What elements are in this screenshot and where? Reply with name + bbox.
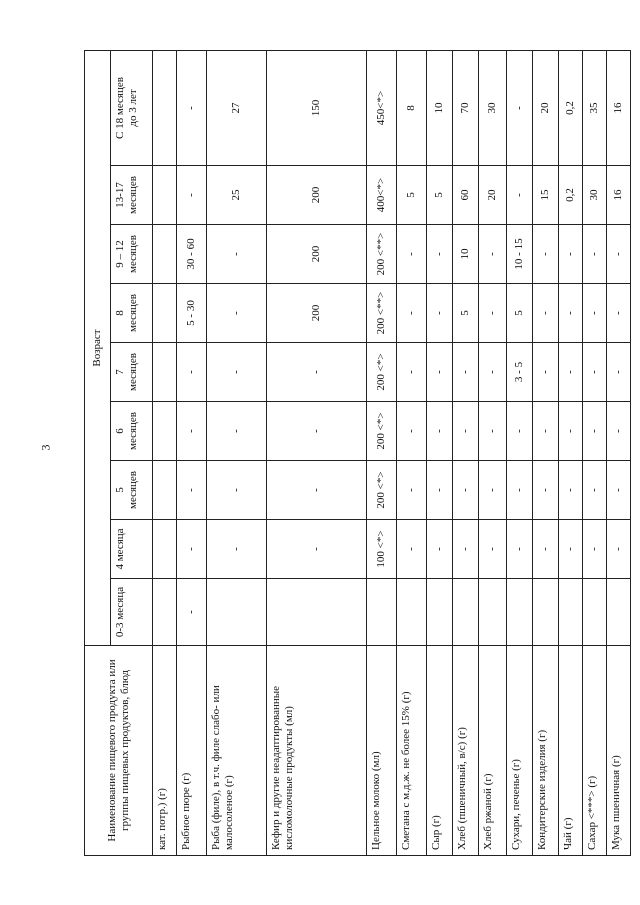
value-cell: 30 - 60 xyxy=(177,225,207,284)
value-cell: - xyxy=(267,402,367,461)
value-cell: - xyxy=(427,225,453,284)
value-cell: 27 xyxy=(207,51,267,166)
value-cell xyxy=(533,579,559,646)
value-cell: - xyxy=(453,343,479,402)
value-cell: - xyxy=(453,520,479,579)
value-cell xyxy=(367,579,397,646)
value-cell: - xyxy=(507,402,533,461)
value-cell: - xyxy=(177,520,207,579)
value-cell: - xyxy=(533,225,559,284)
value-cell: 200 <*> xyxy=(367,402,397,461)
value-cell: - xyxy=(507,461,533,520)
value-cell: - xyxy=(177,343,207,402)
value-cell: 5 xyxy=(397,166,427,225)
product-name-cell: Кефир и другие неадаптированные кисломолочные продукты (мл) xyxy=(267,646,367,856)
value-cell xyxy=(207,579,267,646)
value-cell: 60 xyxy=(453,166,479,225)
value-cell: - xyxy=(207,225,267,284)
value-cell: - xyxy=(479,461,507,520)
table-row xyxy=(533,51,559,856)
product-name-cell: Сыр (г) xyxy=(427,646,453,856)
value-cell: - xyxy=(267,520,367,579)
value-cell xyxy=(397,579,427,646)
table-row xyxy=(267,51,367,856)
value-cell: - xyxy=(583,461,607,520)
value-cell: - xyxy=(607,343,631,402)
product-name-cell: Хлеб (пшеничный, в/с) (г) xyxy=(453,646,479,856)
table-row xyxy=(583,51,607,856)
value-cell: - xyxy=(207,343,267,402)
value-cell: 0,2 xyxy=(559,166,583,225)
value-cell: - xyxy=(559,225,583,284)
value-cell xyxy=(479,579,507,646)
value-cell: 5 xyxy=(507,284,533,343)
value-cell: - xyxy=(177,579,207,646)
value-cell xyxy=(153,166,177,225)
age-column-header xyxy=(111,579,153,646)
table-row xyxy=(427,51,453,856)
product-name-cell: Сметана с м.д.ж. не более 15% (г) xyxy=(397,646,427,856)
table-row xyxy=(607,51,631,856)
page-number: 3 xyxy=(38,444,53,451)
value-cell: - xyxy=(507,51,533,166)
value-cell xyxy=(267,579,367,646)
product-name-cell: Чай (г) xyxy=(559,646,583,856)
value-cell: 20 xyxy=(479,166,507,225)
value-cell: - xyxy=(479,402,507,461)
value-cell: - xyxy=(507,520,533,579)
age-column-label: 4 месяца xyxy=(114,528,126,570)
value-cell: - xyxy=(607,225,631,284)
age-column-header xyxy=(111,343,153,402)
table-row xyxy=(397,51,427,856)
value-cell: 200 <**> xyxy=(367,284,397,343)
value-cell: - xyxy=(559,402,583,461)
value-cell: - xyxy=(453,402,479,461)
age-group-header: Возраст xyxy=(85,51,111,646)
value-cell: - xyxy=(427,461,453,520)
value-cell: 25 xyxy=(207,166,267,225)
value-cell: - xyxy=(427,402,453,461)
value-cell: - xyxy=(607,284,631,343)
value-cell: 100 <*> xyxy=(367,520,397,579)
value-cell xyxy=(153,51,177,166)
table-row xyxy=(479,51,507,856)
value-cell: - xyxy=(177,461,207,520)
value-cell: - xyxy=(479,284,507,343)
product-name-cell: кат. потр.) (г) xyxy=(153,646,177,856)
value-cell: - xyxy=(177,166,207,225)
product-name-cell: Рыбное пюре (г) xyxy=(177,646,207,856)
age-column-header xyxy=(111,520,153,579)
value-cell: - xyxy=(207,284,267,343)
value-cell: 30 xyxy=(583,166,607,225)
product-name-cell: Сухари, печенье (г) xyxy=(507,646,533,856)
value-cell xyxy=(153,402,177,461)
value-cell: 450<*> xyxy=(367,51,397,166)
value-cell: 20 xyxy=(533,51,559,166)
value-cell: 16 xyxy=(607,166,631,225)
age-column-header xyxy=(111,461,153,520)
value-cell: 8 xyxy=(397,51,427,166)
value-cell: - xyxy=(607,520,631,579)
value-cell: - xyxy=(607,461,631,520)
product-name-cell: Кондитерские изделия (г) xyxy=(533,646,559,856)
value-cell: - xyxy=(427,520,453,579)
value-cell: - xyxy=(533,284,559,343)
value-cell xyxy=(153,284,177,343)
table-row xyxy=(453,51,479,856)
value-cell xyxy=(153,579,177,646)
value-cell xyxy=(153,461,177,520)
value-cell: - xyxy=(479,225,507,284)
value-cell: - xyxy=(427,284,453,343)
rotated-table-container xyxy=(84,51,625,856)
age-column-label: 8 месяцев xyxy=(114,293,139,333)
value-cell xyxy=(507,579,533,646)
table-row xyxy=(153,51,177,856)
value-cell: 10 xyxy=(427,51,453,166)
age-column-label: 9 – 12 месяцев xyxy=(114,234,139,274)
value-cell: - xyxy=(559,284,583,343)
value-cell: - xyxy=(533,402,559,461)
value-cell: 16 xyxy=(607,51,631,166)
value-cell: - xyxy=(607,402,631,461)
table-row xyxy=(507,51,533,856)
value-cell xyxy=(427,579,453,646)
age-column-label: 0-3 месяца xyxy=(114,586,126,638)
value-cell: - xyxy=(427,343,453,402)
value-cell: 3 - 5 xyxy=(507,343,533,402)
value-cell: - xyxy=(267,343,367,402)
table-row xyxy=(559,51,583,856)
value-cell: 70 xyxy=(453,51,479,166)
value-cell: - xyxy=(177,402,207,461)
value-cell: 150 xyxy=(267,51,367,166)
value-cell: - xyxy=(559,520,583,579)
age-column-header xyxy=(111,402,153,461)
table-body xyxy=(153,51,631,856)
value-cell: - xyxy=(479,520,507,579)
value-cell: - xyxy=(453,461,479,520)
value-cell: - xyxy=(397,284,427,343)
value-cell: - xyxy=(207,520,267,579)
value-cell: 200 <**> xyxy=(367,225,397,284)
value-cell: - xyxy=(583,225,607,284)
value-cell: 10 - 15 xyxy=(507,225,533,284)
value-cell: - xyxy=(479,343,507,402)
value-cell: - xyxy=(533,461,559,520)
age-column-header xyxy=(111,166,153,225)
value-cell: 200 xyxy=(267,284,367,343)
value-cell: - xyxy=(583,343,607,402)
value-cell: 200 <*> xyxy=(367,343,397,402)
value-cell: - xyxy=(397,520,427,579)
value-cell: - xyxy=(583,402,607,461)
age-column-header xyxy=(111,225,153,284)
value-cell xyxy=(153,520,177,579)
value-cell: 200 <*> xyxy=(367,461,397,520)
value-cell: - xyxy=(267,461,367,520)
value-cell: - xyxy=(207,402,267,461)
value-cell: 10 xyxy=(453,225,479,284)
product-name-header: Наименование пищевого продукта или группы пищевых продуктов, блюд xyxy=(85,646,153,856)
age-column-label: 6 месяцев xyxy=(114,411,139,451)
value-cell: - xyxy=(507,166,533,225)
value-cell: 5 xyxy=(453,284,479,343)
value-cell xyxy=(153,225,177,284)
value-cell: 30 xyxy=(479,51,507,166)
value-cell: - xyxy=(397,225,427,284)
value-cell xyxy=(453,579,479,646)
value-cell: - xyxy=(533,343,559,402)
product-name-cell: Хлеб ржаной (г) xyxy=(479,646,507,856)
value-cell: - xyxy=(397,461,427,520)
value-cell: - xyxy=(583,284,607,343)
table-row xyxy=(207,51,267,856)
age-column-label: 5 месяцев xyxy=(114,470,139,510)
value-cell: 400<*> xyxy=(367,166,397,225)
product-name-cell: Рыба (филе), в т.ч. филе слабо- или малосоленое (г) xyxy=(207,646,267,856)
value-cell: - xyxy=(559,343,583,402)
value-cell: - xyxy=(533,520,559,579)
value-cell xyxy=(559,579,583,646)
value-cell xyxy=(153,343,177,402)
age-column-header xyxy=(111,51,153,166)
value-cell xyxy=(607,579,631,646)
product-name-cell: Цельное молоко (мл) xyxy=(367,646,397,856)
value-cell: - xyxy=(177,51,207,166)
age-column-header xyxy=(111,284,153,343)
value-cell: 5 - 30 xyxy=(177,284,207,343)
value-cell: 200 xyxy=(267,225,367,284)
value-cell: 15 xyxy=(533,166,559,225)
product-name-cell: Мука пшеничная (г) xyxy=(607,646,631,856)
value-cell: 35 xyxy=(583,51,607,166)
value-cell: 0,2 xyxy=(559,51,583,166)
age-column-label: 13-17 месяцев xyxy=(114,175,139,215)
table-row xyxy=(177,51,207,856)
value-cell: - xyxy=(397,343,427,402)
value-cell: 200 xyxy=(267,166,367,225)
value-cell xyxy=(583,579,607,646)
age-column-label: С 18 месяцев до 3 лет xyxy=(114,77,139,139)
value-cell: - xyxy=(207,461,267,520)
value-cell: 5 xyxy=(427,166,453,225)
table-row xyxy=(367,51,397,856)
age-column-label: 7 месяцев xyxy=(114,352,139,392)
value-cell: - xyxy=(583,520,607,579)
product-name-cell: Сахар <***> (г) xyxy=(583,646,607,856)
nutrition-table xyxy=(84,50,631,856)
value-cell: - xyxy=(397,402,427,461)
value-cell: - xyxy=(559,461,583,520)
